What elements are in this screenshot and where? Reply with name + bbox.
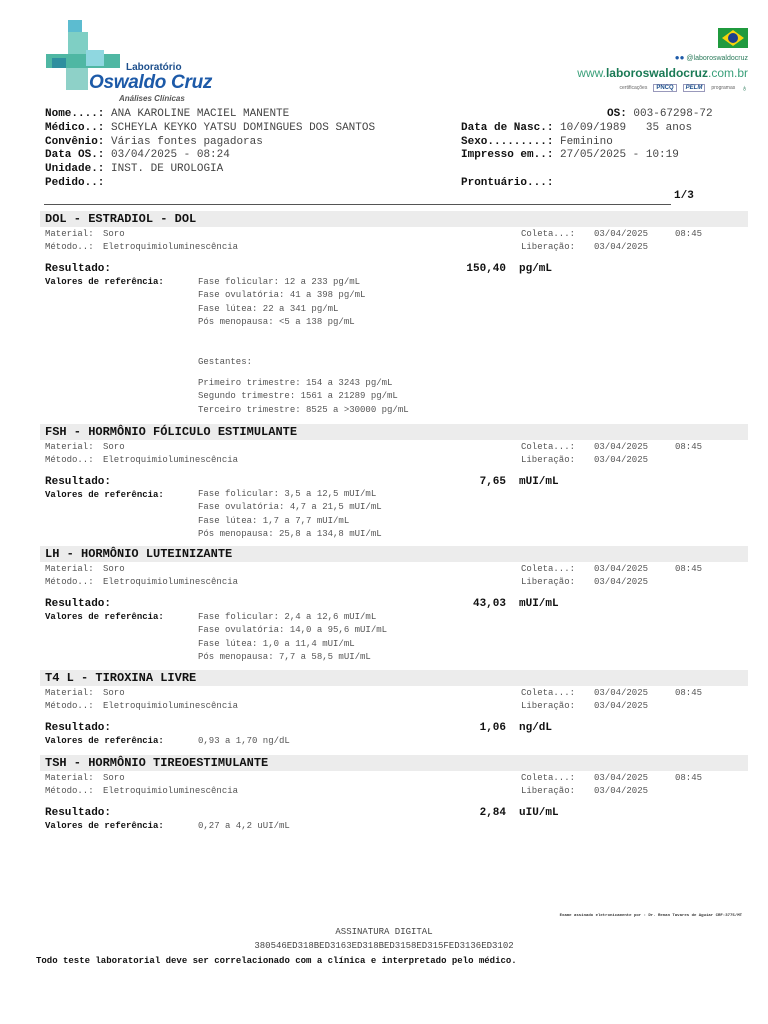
method-label: Método..:	[45, 786, 94, 796]
label: Sexo.........:	[461, 136, 554, 148]
label: Data OS.:	[45, 149, 105, 161]
label: Unidade.:	[45, 163, 105, 175]
label: OS:	[607, 108, 627, 120]
coleta-label: Coleta...:	[521, 229, 576, 239]
divider	[44, 204, 671, 205]
reference-line: Fase ovulatória: 41 a 398 pg/mL	[198, 290, 366, 300]
os-row	[607, 108, 713, 120]
method-label: Método..:	[45, 701, 94, 711]
page-number: 1/3	[674, 190, 694, 202]
method-value: Eletroquimioluminescência	[103, 701, 239, 711]
coleta-time: 08:45	[675, 688, 703, 698]
reference-line: Fase ovulatória: 4,7 a 21,5 mUI/mL	[198, 502, 382, 512]
result-value: 2,84	[479, 807, 506, 819]
reference-line: Segundo trimestre: 1561 a 21289 pg/mL	[198, 391, 398, 401]
reference-line: Gestantes:	[198, 357, 253, 367]
social-handle-text: @laboroswaldocruz	[686, 55, 748, 62]
coleta-date: 03/04/2025	[594, 229, 649, 239]
liberacao-label: Liberação:	[521, 455, 576, 465]
printed-row	[461, 149, 679, 161]
result-unit: mUI/mL	[519, 476, 559, 488]
programs-label: programas	[711, 85, 736, 91]
reference-label: Valores de referência:	[45, 490, 164, 500]
liberacao-label: Liberação:	[521, 701, 576, 711]
cert-pncq-badge: PNCQ	[653, 84, 676, 92]
label: Data de Nasc.:	[461, 122, 554, 134]
brand-small: Laboratório	[126, 62, 182, 73]
website-suffix: .com.br	[707, 66, 748, 80]
result-value: 1,06	[479, 722, 506, 734]
certs-label: certificações	[619, 85, 648, 91]
os-number: 003-67298-72	[633, 108, 713, 120]
result-unit: uIU/mL	[519, 807, 559, 819]
reference-line: Fase ovulatória: 14,0 a 95,6 mUI/mL	[198, 625, 388, 635]
result-unit: ng/dL	[519, 722, 553, 734]
exam-title: LH - HORMÔNIO LUTEINIZANTE	[45, 547, 233, 561]
result-unit: pg/mL	[519, 263, 553, 275]
exam-title: DOL - ESTRADIOL - DOL	[45, 212, 197, 226]
reference-line: Fase lútea: 1,7 a 7,7 mUI/mL	[198, 516, 350, 526]
age: 35 anos	[645, 122, 693, 134]
label: Impresso em..:	[461, 149, 554, 161]
method-value: Eletroquimioluminescência	[103, 242, 239, 252]
reference-label: Valores de referência:	[45, 821, 164, 831]
signature-title: ASSINATURA DIGITAL	[335, 927, 433, 937]
result-label: Resultado:	[45, 598, 112, 610]
method-value: Eletroquimioluminescência	[103, 455, 239, 465]
brand-name: Oswaldo Cruz	[89, 72, 213, 93]
sex: Feminino	[560, 136, 613, 148]
reference-line: Pós menopausa: 7,7 a 58,5 mUI/mL	[198, 652, 371, 662]
result-label: Resultado:	[45, 476, 112, 488]
material-label: Material:	[45, 773, 94, 783]
coleta-label: Coleta...:	[521, 688, 576, 698]
reference-line: Fase folicular: 2,4 a 12,6 mUI/mL	[198, 612, 377, 622]
insurance-row	[45, 136, 263, 148]
result-unit: mUI/mL	[519, 598, 559, 610]
material-label: Material:	[45, 564, 94, 574]
reference-line: Terceiro trimestre: 8525 a >30000 pg/mL	[198, 405, 409, 415]
label: Prontuário...:	[461, 177, 554, 189]
method-label: Método..:	[45, 455, 94, 465]
liberacao-label: Liberação:	[521, 242, 576, 252]
website-link[interactable]	[577, 66, 748, 80]
reference-line: Fase lútea: 1,0 a 11,4 mUI/mL	[198, 639, 355, 649]
reference-line: 0,93 a 1,70 ng/dL	[198, 736, 290, 746]
reference-label: Valores de referência:	[45, 612, 164, 622]
os-date: 03/04/2025 - 08:24	[111, 149, 230, 161]
material-value: Soro	[103, 564, 125, 574]
brazil-flag-icon	[718, 28, 748, 48]
drop-icon: ♁	[741, 83, 748, 93]
method-value: Eletroquimioluminescência	[103, 577, 239, 587]
coleta-time: 08:45	[675, 442, 703, 452]
liberacao-date: 03/04/2025	[594, 242, 649, 252]
result-label: Resultado:	[45, 722, 112, 734]
label: Nome....:	[45, 108, 105, 120]
exam-title: TSH - HORMÔNIO TIREOESTIMULANTE	[45, 756, 269, 770]
coleta-time: 08:45	[675, 773, 703, 783]
material-value: Soro	[103, 688, 125, 698]
coleta-label: Coleta...:	[521, 442, 576, 452]
liberacao-label: Liberação:	[521, 786, 576, 796]
result-value: 7,65	[479, 476, 506, 488]
result-value: 150,40	[466, 263, 506, 275]
reference-line: Pós menopausa: <5 a 138 pg/mL	[198, 317, 355, 327]
exam-title: FSH - HORMÔNIO FÓLICULO ESTIMULANTE	[45, 425, 298, 439]
material-label: Material:	[45, 442, 94, 452]
reference-line: Fase folicular: 12 a 233 pg/mL	[198, 277, 361, 287]
method-label: Método..:	[45, 577, 94, 587]
birth-row	[461, 122, 692, 134]
method-value: Eletroquimioluminescência	[103, 786, 239, 796]
printed-date: 27/05/2025 - 10:19	[560, 149, 679, 161]
doctor-row	[45, 122, 375, 134]
website-prefix: www.	[577, 66, 606, 80]
exam-title: T4 L - TIROXINA LIVRE	[45, 671, 197, 685]
insurance: Várias fontes pagadoras	[111, 136, 263, 148]
patient-name: ANA KAROLINE MACIEL MANENTE	[111, 108, 290, 120]
social-handle	[675, 53, 748, 62]
liberacao-date: 03/04/2025	[594, 577, 649, 587]
coleta-date: 03/04/2025	[594, 688, 649, 698]
reference-line: Fase lútea: 22 a 341 pg/mL	[198, 304, 339, 314]
order-row	[45, 177, 104, 189]
os-date-row	[45, 149, 230, 161]
unit: INST. DE UROLOGIA	[111, 163, 224, 175]
liberacao-date: 03/04/2025	[594, 455, 649, 465]
sex-row	[461, 136, 613, 148]
label: Médico..:	[45, 122, 105, 134]
coleta-date: 03/04/2025	[594, 564, 649, 574]
coleta-time: 08:45	[675, 229, 703, 239]
material-value: Soro	[103, 442, 125, 452]
coleta-label: Coleta...:	[521, 773, 576, 783]
label: Convênio:	[45, 136, 105, 148]
disclaimer: Todo teste laboratorial deve ser correlacionado com a clínica e interpretado pelo médico.	[36, 956, 517, 966]
material-value: Soro	[103, 229, 125, 239]
birth-date: 10/09/1989	[560, 122, 627, 134]
coleta-label: Coleta...:	[521, 564, 576, 574]
material-label: Material:	[45, 688, 94, 698]
reference-line: Pós menopausa: 25,8 a 134,8 mUI/mL	[198, 529, 382, 539]
result-value: 43,03	[472, 598, 506, 610]
material-label: Material:	[45, 229, 94, 239]
liberacao-date: 03/04/2025	[594, 701, 649, 711]
patient-name-row	[45, 108, 289, 120]
method-label: Método..:	[45, 242, 94, 252]
result-label: Resultado:	[45, 807, 112, 819]
liberacao-date: 03/04/2025	[594, 786, 649, 796]
reference-line: Primeiro trimestre: 154 a 3243 pg/mL	[198, 378, 393, 388]
signature-hash: 380546ED318BED3163ED318BED3158ED315FED3136ED3102	[254, 941, 514, 951]
liberacao-label: Liberação:	[521, 577, 576, 587]
doctor-name: SCHEYLA KEYKO YATSU DOMINGUES DOS SANTOS	[111, 122, 376, 134]
reference-line: Fase folicular: 3,5 a 12,5 mUI/mL	[198, 489, 377, 499]
social-icon: ●●	[674, 53, 685, 62]
website-bold: laboroswaldocruz	[605, 66, 708, 80]
reference-line: 0,27 a 4,2 uUI/mL	[198, 821, 290, 831]
coleta-date: 03/04/2025	[594, 773, 649, 783]
certifications	[620, 83, 748, 93]
coleta-date: 03/04/2025	[594, 442, 649, 452]
reference-label: Valores de referência:	[45, 736, 164, 746]
label: Pedido..:	[45, 177, 105, 189]
result-label: Resultado:	[45, 263, 112, 275]
material-value: Soro	[103, 773, 125, 783]
coleta-time: 08:45	[675, 564, 703, 574]
unit-row	[45, 163, 223, 175]
cert-pelm-badge: PELM	[683, 84, 706, 92]
brand-subtitle: Análises Clínicas	[119, 94, 185, 103]
reference-label: Valores de referência:	[45, 277, 164, 287]
record-row	[461, 177, 553, 189]
signed-by: Exame assinado eletronicamente por : Dr. Renan Tavares de Aguiar CRF:3775/MT	[559, 914, 742, 918]
